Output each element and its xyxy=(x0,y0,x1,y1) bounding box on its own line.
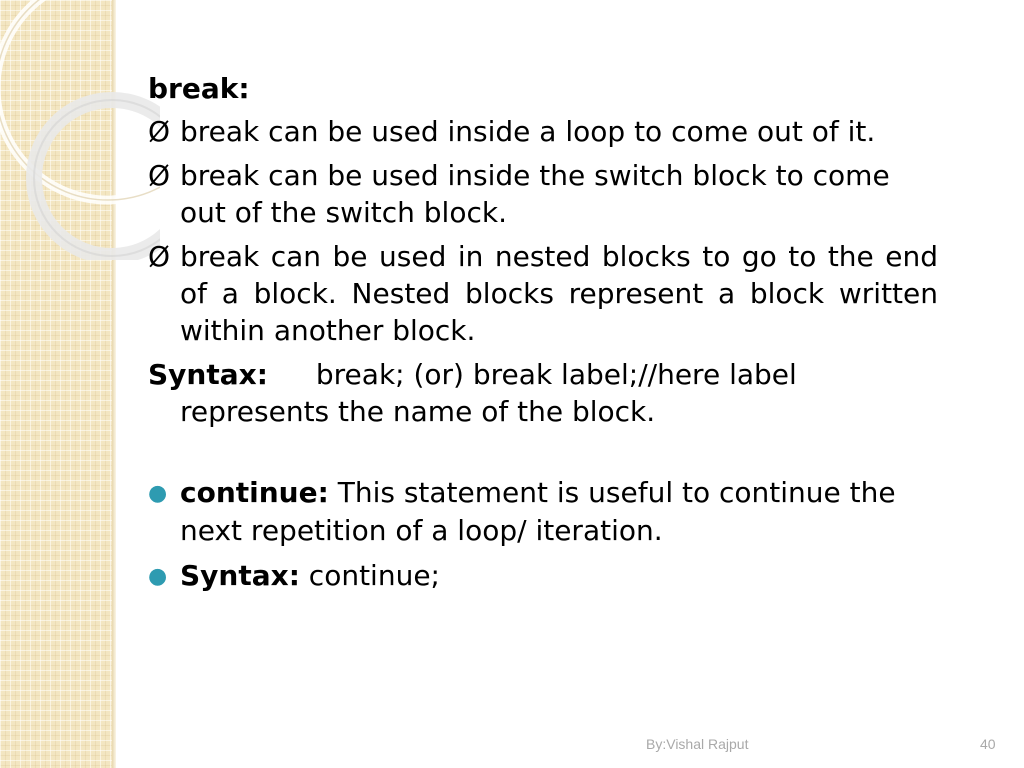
syntax-label: Syntax: xyxy=(148,358,268,391)
point-text: break can be used in nested blocks to go to the end of a block. Nested blocks represent a block written within another block. xyxy=(180,240,938,347)
decorative-circles xyxy=(0,0,160,260)
slide-content xyxy=(148,70,938,603)
page-number: 40 xyxy=(980,736,996,752)
bullet-item xyxy=(148,474,938,549)
point-text: break can be used inside a loop to come out of it. xyxy=(180,115,876,148)
bullet-text: continue; xyxy=(308,559,440,592)
point-item xyxy=(148,157,938,231)
arrow-bullet-icon: Ø xyxy=(148,115,171,148)
point-text: break can be used inside the switch block to come out of the switch block. xyxy=(180,159,890,229)
point-item xyxy=(148,238,938,349)
point-item xyxy=(148,113,938,150)
footer-author: By:Vishal Rajput xyxy=(646,736,749,752)
syntax-text: break; (or) break label;//here label represents the name of the block. xyxy=(180,358,797,428)
bullet-dot-icon: ● xyxy=(148,481,168,506)
bullet-text: This statement is useful to continue the next repetition of a loop/ iteration. xyxy=(180,476,896,547)
slide-heading: break: xyxy=(148,72,250,105)
bullet-label: Syntax: xyxy=(180,559,300,592)
bullet-label: continue: xyxy=(180,476,329,509)
syntax-block xyxy=(148,356,938,430)
bullet-item xyxy=(148,557,938,595)
arrow-bullet-icon: Ø xyxy=(148,240,171,273)
bullet-dot-icon: ● xyxy=(148,564,168,589)
arrow-bullet-icon: Ø xyxy=(148,159,171,192)
